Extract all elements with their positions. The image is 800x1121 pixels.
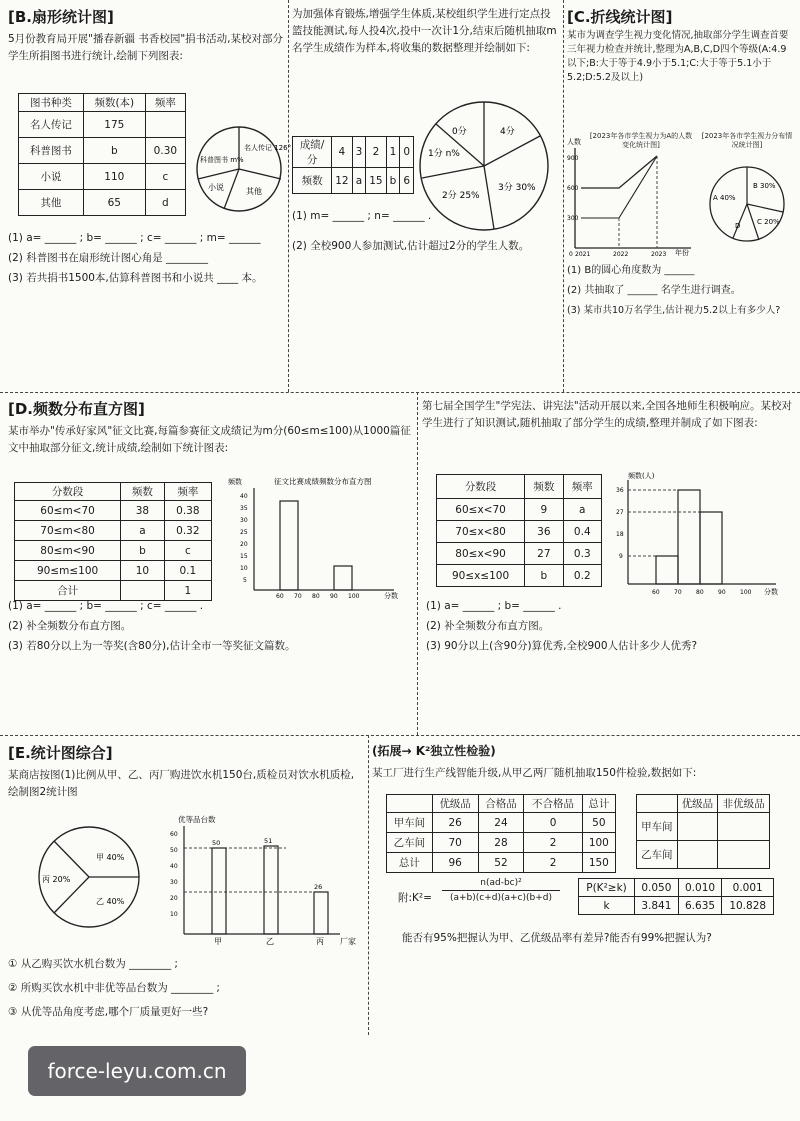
table-row	[15, 561, 212, 581]
score-table	[14, 482, 212, 601]
bar-value-label: 26	[314, 883, 323, 891]
table-cell: 175	[83, 112, 145, 138]
section-title: (拓展→ K²独立性检验)	[372, 744, 496, 758]
table-cell: 27	[525, 543, 563, 565]
histogram-title: 征文比赛成绩频数分布直方图	[274, 477, 372, 486]
x-axis-label: 年份	[675, 249, 689, 257]
pie-label: 甲 40%	[96, 853, 125, 862]
table-header-cell	[387, 795, 433, 813]
table-cell: 80≤x<90	[437, 543, 525, 565]
x-tick-label: 乙	[266, 937, 274, 946]
table-cell	[677, 841, 718, 869]
table-cell: 70≤x<80	[437, 521, 525, 543]
question-1: (1) B的圆心角度数为 ______	[567, 265, 695, 276]
problem-text: 某市举办"传承好家风"征文比赛,每篇参赛征文成绩记为m分(60≤m≤100)从1000篇征文中抽取部分征文,统计成绩,绘制如下统计图表:	[8, 425, 411, 454]
table-cell: 0	[524, 813, 582, 833]
section-title: [E.统计图综合]	[8, 744, 113, 762]
table-cell: 38	[121, 501, 165, 521]
table-cell: 9	[525, 499, 563, 521]
problem-text: 某市为调查学生视力变化情况,抽取部分学生调查首要三年视力检查并统计,整理为A,B,C,D四个等级(A:4.9以下;B:大于等于4.9小于5.1;C:大于等于5.1小于5.2;D:5.2及以上)	[567, 30, 789, 83]
table-cell: a	[563, 499, 601, 521]
table-cell: 65	[83, 190, 145, 216]
table-cell: 36	[525, 521, 563, 543]
table-row	[19, 190, 186, 216]
table-header-cell: 优级品	[677, 795, 718, 813]
problem-text: 某商店按图(1)比例从甲、乙、丙厂购进饮水机150台,质检员对饮水机质检,绘制图2统计图	[8, 769, 355, 798]
table-cell: c	[164, 541, 211, 561]
table-row	[437, 565, 602, 587]
divider-vertical-top-right	[563, 0, 564, 392]
table-row	[579, 897, 774, 915]
y-tick-label: 40	[240, 493, 248, 500]
x-tick-label: 80	[312, 593, 320, 600]
frequency-table	[18, 93, 186, 216]
table-cell: 0.050	[635, 879, 679, 897]
table-header-cell: 频数	[121, 483, 165, 501]
table-cell: 52	[478, 853, 524, 873]
x-axis-label: 分数	[384, 592, 398, 600]
pie-label: D	[735, 222, 741, 230]
table-header-cell: 频数(本)	[83, 94, 145, 112]
divider-vertical-middle	[417, 392, 418, 735]
question-1: (1) a= ______ ; b= ______ ; c= ______ ; m= ______	[8, 232, 261, 244]
pie-slice-edge	[484, 166, 494, 229]
x-tick-label: 60	[276, 593, 284, 600]
pie-chart	[194, 124, 292, 214]
table-cell: 其他	[19, 190, 84, 216]
formula-fraction	[442, 878, 560, 903]
bar-value-label: 50	[212, 839, 221, 847]
origin-label: 0	[569, 251, 573, 258]
pie-label: 乙 40%	[96, 897, 125, 906]
table-cell: 成绩/分	[293, 137, 332, 168]
section-pie-chart	[8, 6, 292, 391]
y-axis-label: 人数	[567, 138, 581, 146]
problem-text: 第七届全国学生"学宪法、讲宪法"活动开展以来,全国各地师生积极响应。某校对学生进行了知识测试,随机抽取了部分学生的成绩,整理并制成了如下图表:	[422, 400, 792, 429]
table-header-cell: 频率	[164, 483, 211, 501]
table-row	[387, 833, 616, 853]
table-header-cell: 频数	[525, 475, 563, 499]
section-line-chart	[567, 6, 795, 391]
x-tick-label: 100	[348, 593, 360, 600]
table-cell: 2	[524, 833, 582, 853]
table-header-cell: 不合格品	[524, 795, 582, 813]
table-cell: 50	[582, 813, 615, 833]
pie-slice-edge	[198, 169, 239, 179]
line-chart	[567, 138, 697, 256]
y-tick-label: 900	[567, 155, 579, 162]
table-cell: 1	[164, 581, 211, 601]
table-cell: 0.001	[722, 879, 774, 897]
section-constitution-quiz	[422, 398, 796, 733]
y-tick-label: 9	[619, 553, 623, 560]
x-tick-label: 甲	[214, 937, 222, 946]
table-cell	[718, 841, 770, 869]
section-title: [B.扇形统计图]	[8, 8, 114, 26]
histogram-bar	[280, 501, 298, 590]
pie-label: A 40%	[713, 194, 736, 202]
pie-label: 小说	[208, 183, 224, 192]
question-2: (2) 补全频数分布直方图。	[8, 620, 132, 632]
table-cell: P(K²≥k)	[579, 879, 635, 897]
table-cell: 0.4	[563, 521, 601, 543]
table-cell: 2	[366, 137, 386, 168]
x-tick-label: 70	[294, 593, 302, 600]
pie-label: 名人传记 126°	[244, 144, 292, 152]
y-tick-label: 60	[170, 831, 178, 838]
problem-text: 5月份教育局开展"播春新疆 书香校园"捐书活动,某校对部分学生所捐图书进行统计,绘制下列图表:	[8, 33, 284, 62]
table-header-cell: 优级品	[432, 795, 478, 813]
table-row	[437, 499, 602, 521]
table-header-row	[437, 475, 602, 499]
table-cell: 频数	[293, 168, 332, 194]
table-cell: 60≤m<70	[15, 501, 121, 521]
question-1: (1) a= ______ ; b= ______ ; c= ______ .	[8, 600, 204, 612]
table-cell: 10	[121, 561, 165, 581]
y-axis-label: 频数(人)	[628, 472, 655, 480]
x-tick-label: 100	[740, 589, 752, 596]
table-header-row	[387, 795, 616, 813]
table-cell: 150	[582, 853, 615, 873]
table-row	[15, 501, 212, 521]
watermark-badge: force-leyu.com.cn	[28, 1046, 246, 1096]
divider-horizontal-2	[0, 735, 800, 736]
table-cell: k	[579, 897, 635, 915]
y-tick-label: 20	[240, 541, 248, 548]
table-cell: 0.3	[563, 543, 601, 565]
table-cell: 合计	[15, 581, 121, 601]
y-tick-label: 15	[240, 553, 248, 560]
y-tick-label: 5	[243, 577, 247, 584]
problem-text: 某工厂进行生产线智能升级,从甲乙两厂随机抽取150件检验,数据如下:	[372, 767, 697, 779]
blank-contingency-table	[636, 794, 770, 869]
table-row	[579, 879, 774, 897]
bar	[264, 846, 278, 934]
pie-slice-edge	[224, 169, 239, 209]
table-header-cell: 频率	[563, 475, 601, 499]
divider-vertical-bottom	[368, 735, 369, 1035]
pie-chart-title: [2023年各市学生视力分布情况统计图]	[701, 132, 793, 149]
section-title: [D.频数分布直方图]	[8, 400, 145, 418]
question-1: (1) m= ______ ; n= ______ .	[292, 210, 432, 222]
table-cell: a	[352, 168, 366, 194]
y-tick-label: 40	[170, 863, 178, 870]
question-2: ② 所购买饮水机中非优等品台数为 ________ ;	[8, 982, 220, 994]
question-2: (2) 补全频数分布直方图。	[426, 620, 550, 632]
table-cell: 28	[478, 833, 524, 853]
table-row	[293, 137, 414, 168]
table-header-cell: 总计	[582, 795, 615, 813]
table-header-cell: 图书种类	[19, 94, 84, 112]
y-tick-label: 10	[240, 565, 248, 572]
table-cell: 0.32	[164, 521, 211, 541]
table-cell: c	[145, 164, 185, 190]
table-cell: 3	[352, 137, 366, 168]
table-cell: 0.30	[145, 138, 185, 164]
score-table	[292, 136, 414, 194]
table-header-cell: 非优级品	[718, 795, 770, 813]
pie-slice-edge	[484, 136, 540, 166]
divider-horizontal-1	[0, 392, 800, 393]
factory-pie-chart	[36, 824, 142, 930]
pie-slice-edge	[747, 204, 783, 212]
pie-label: 科普图书 m%	[200, 156, 244, 164]
pie-label: B 30%	[753, 182, 776, 190]
table-header-row	[19, 94, 186, 112]
histogram-bar	[700, 512, 722, 584]
pie-slice-edge	[422, 166, 484, 178]
histogram-bar	[678, 490, 700, 584]
table-cell: 甲车间	[387, 813, 433, 833]
bar	[212, 848, 226, 934]
question-3: (3) 若共捐书1500本,估算科普图书和小说共 ____ 本。	[8, 272, 263, 284]
pie-label: 0分	[452, 127, 467, 137]
formula-denominator: (a+b)(c+d)(a+c)(b+d)	[449, 893, 553, 903]
quality-table	[386, 794, 616, 873]
question-1: ① 从乙购买饮水机台数为 ________ ;	[8, 958, 178, 970]
y-tick-label: 10	[170, 911, 178, 918]
pie-slice-edge	[733, 204, 747, 238]
bar-value-label: 51	[264, 837, 273, 845]
table-cell: b	[386, 168, 400, 194]
table-cell: 0	[400, 137, 414, 168]
pie-label: 其他	[246, 187, 262, 196]
histogram	[222, 474, 412, 600]
formula-numerator: n(ad-bc)²	[442, 878, 560, 891]
table-cell: 12	[332, 168, 352, 194]
table-row	[19, 112, 186, 138]
table-cell: 0.2	[563, 565, 601, 587]
section-combined-charts	[8, 742, 366, 1034]
section-independence-test	[372, 742, 796, 1034]
divider-vertical-top-left	[288, 0, 289, 392]
y-tick-label: 30	[170, 879, 178, 886]
question: 能否有95%把握认为甲、乙优级品率有差异?能否有99%把握认为?	[402, 932, 712, 944]
bar	[314, 892, 328, 934]
x-tick-label: 2023	[651, 251, 667, 258]
table-cell: 甲车间	[637, 813, 678, 841]
x-axis-label: 厂家	[340, 937, 356, 946]
table-cell	[718, 813, 770, 841]
question-2: (2) 科普图书在扇形统计图心角是 ________	[8, 252, 209, 264]
table-row	[19, 138, 186, 164]
x-tick-label: 2021	[575, 251, 591, 258]
table-cell: 乙车间	[637, 841, 678, 869]
table-header-cell: 分数段	[437, 475, 525, 499]
problem-text: 为加强体育锻炼,增强学生体质,某校组织学生进行定点投篮技能测试,每人投4次,投中一次计1分,结束后随机抽取m名学生成绩作为样本,将收集的数据整理并绘制如下:	[292, 8, 557, 54]
table-row	[637, 813, 770, 841]
pie-label: C 20%	[757, 218, 780, 226]
formula-label: 附:K²=	[398, 892, 432, 904]
question-3: (3) 若80分以上为一等奖(含80分),估计全市一等奖征文篇数。	[8, 640, 296, 652]
histogram-bar	[334, 566, 352, 590]
question-3: (3) 某市共10万名学生,估计视力5.2以上有多少人?	[567, 305, 781, 316]
table-cell: d	[145, 190, 185, 216]
table-header-cell: 分数段	[15, 483, 121, 501]
table-header-cell: 频率	[145, 94, 185, 112]
table-row	[437, 521, 602, 543]
question-3: (3) 90分以上(含90分)算优秀,全校900人估计多少人优秀?	[426, 640, 698, 652]
table-cell: 90≤x≤100	[437, 565, 525, 587]
table-cell: 1	[386, 137, 400, 168]
y-tick-label: 30	[240, 517, 248, 524]
y-tick-label: 50	[170, 847, 178, 854]
section-title: [C.折线统计图]	[567, 8, 673, 26]
table-header-cell: 合格品	[478, 795, 524, 813]
question-2: (2) 共抽取了 ______ 名学生进行调查。	[567, 285, 741, 296]
score-pie-chart	[416, 98, 552, 234]
table-cell: 小说	[19, 164, 84, 190]
table-row	[293, 168, 414, 194]
pie-label: 丙 20%	[42, 875, 71, 884]
table-cell: 60≤x<70	[437, 499, 525, 521]
table-cell: 0.1	[164, 561, 211, 581]
section-basketball	[292, 6, 560, 391]
histogram	[616, 468, 788, 598]
question-2: (2) 全校900人参加测试,估计超过2分的学生人数。	[292, 240, 530, 252]
table-cell: 0.010	[678, 879, 722, 897]
table-row	[387, 813, 616, 833]
table-row	[437, 543, 602, 565]
pie-slice-edge	[239, 169, 281, 179]
table-cell: 15	[366, 168, 386, 194]
table-row	[637, 841, 770, 869]
table-header-row	[15, 483, 212, 501]
y-tick-label: 25	[240, 529, 248, 536]
table-cell: b	[121, 541, 165, 561]
table-row	[15, 541, 212, 561]
table-cell: b	[83, 138, 145, 164]
table-cell: 96	[432, 853, 478, 873]
table-row	[15, 521, 212, 541]
table-header-row	[637, 795, 770, 813]
table-cell: 3.841	[635, 897, 679, 915]
x-tick-label: 60	[652, 589, 660, 596]
table-cell: 6	[400, 168, 414, 194]
table-row	[387, 853, 616, 873]
table-cell: b	[525, 565, 563, 587]
table-cell: 100	[582, 833, 615, 853]
x-tick-label: 丙	[316, 937, 324, 946]
table-cell: 70≤m<80	[15, 521, 121, 541]
table-cell	[145, 112, 185, 138]
pie-slice-edge	[54, 841, 89, 877]
x-axis-label: 分数	[764, 588, 778, 596]
question-3: ③ 从优等品角度考虑,哪个厂质量更好一些?	[8, 1006, 209, 1018]
y-axis-label: 优等品台数	[178, 815, 216, 824]
x-tick-label: 2022	[613, 251, 629, 258]
section-histogram	[8, 398, 414, 733]
x-tick-label: 70	[674, 589, 682, 596]
vision-pie-chart	[707, 164, 787, 244]
y-tick-label: 35	[240, 505, 248, 512]
line-chart-title: [2023年各市学生视力为A的人数变化统计图]	[589, 132, 693, 149]
data-line	[581, 156, 657, 188]
question-1: (1) a= ______ ; b= ______ .	[426, 600, 562, 612]
y-tick-label: 27	[616, 509, 624, 516]
y-tick-label: 20	[170, 895, 178, 902]
pie-label: 3分 30%	[498, 183, 536, 193]
table-cell: 110	[83, 164, 145, 190]
table-cell: 4	[332, 137, 352, 168]
table-cell	[677, 813, 718, 841]
table-cell: 2	[524, 853, 582, 873]
table-cell: 70	[432, 833, 478, 853]
table-header-cell	[637, 795, 678, 813]
y-axis-label: 频数	[228, 478, 242, 486]
table-cell: 24	[478, 813, 524, 833]
table-cell: 总计	[387, 853, 433, 873]
score-table	[436, 474, 602, 587]
table-row	[19, 164, 186, 190]
table-cell: a	[121, 521, 165, 541]
table-cell: 80≤m<90	[15, 541, 121, 561]
y-tick-label: 18	[616, 531, 624, 538]
y-tick-label: 36	[616, 487, 624, 494]
critical-value-table	[578, 878, 774, 915]
y-tick-label: 600	[567, 185, 579, 192]
y-tick-label: 300	[567, 215, 579, 222]
table-cell: 90≤m≤100	[15, 561, 121, 581]
table-cell: 26	[432, 813, 478, 833]
table-cell: 6.635	[678, 897, 722, 915]
histogram-bar	[656, 556, 678, 584]
pie-label: 1分 n%	[428, 149, 460, 159]
pie-label: 4分	[500, 127, 515, 137]
table-cell: 科普图书	[19, 138, 84, 164]
table-cell: 10.828	[722, 897, 774, 915]
pie-label: 2分 25%	[442, 191, 480, 201]
factory-bar-chart	[164, 812, 364, 946]
table-cell: 乙车间	[387, 833, 433, 853]
table-cell: 0.38	[164, 501, 211, 521]
table-cell: 名人传记	[19, 112, 84, 138]
x-tick-label: 80	[696, 589, 704, 596]
x-tick-label: 90	[330, 593, 338, 600]
x-tick-label: 90	[718, 589, 726, 596]
